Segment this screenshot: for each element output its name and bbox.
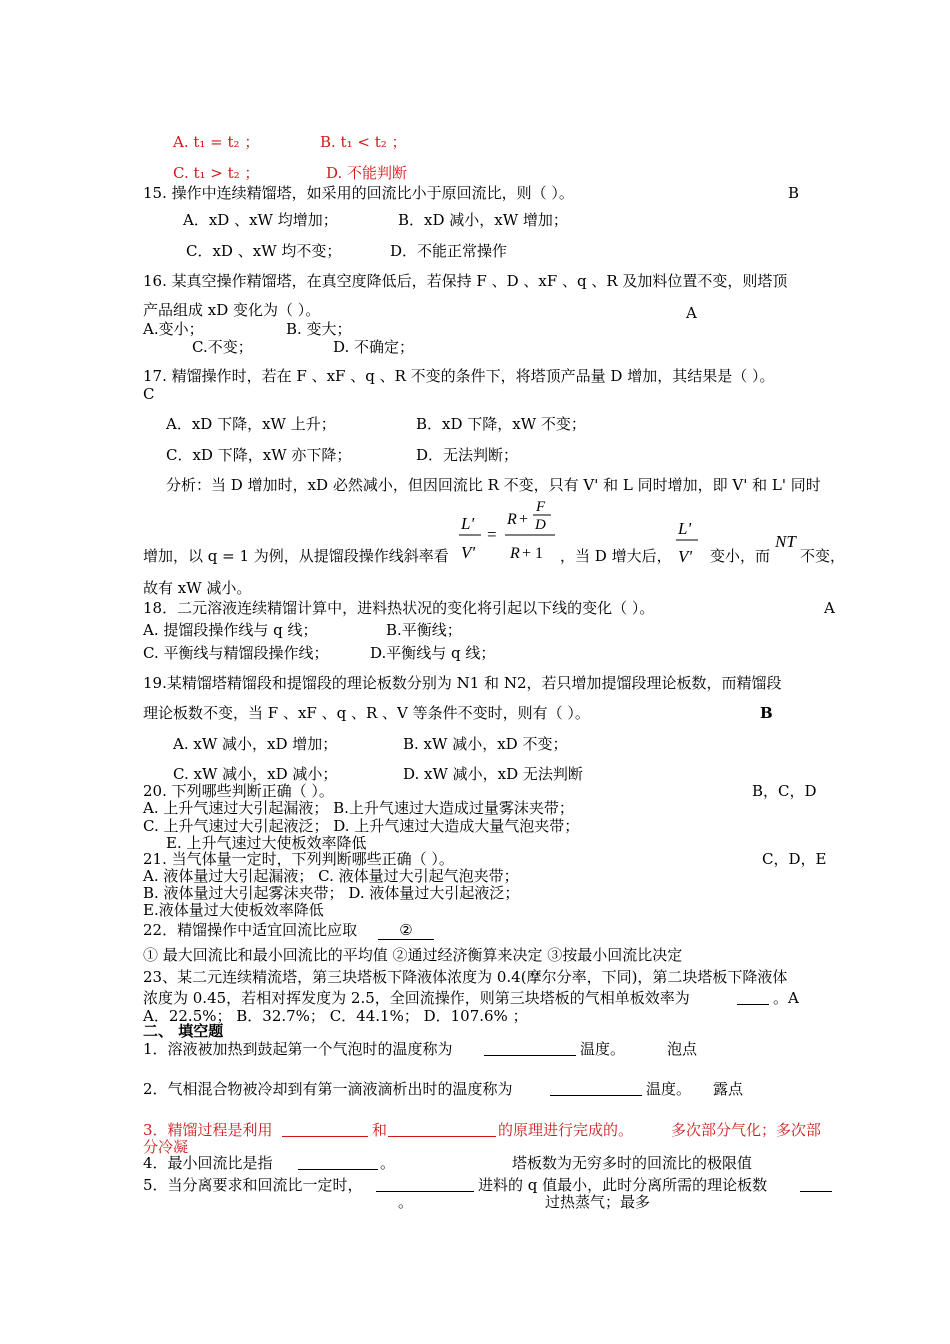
q20-line3: E. 上升气速过大使板效率降低 xyxy=(166,834,367,852)
f3-answer-line2: 分冷凝 xyxy=(143,1138,189,1156)
q23-stem-line1: 23、某二元连续精流塔，第三块塔板下降液体浓度为 0.4(摩尔分率，下同)，第二块塔板下降液体 xyxy=(143,968,788,986)
q18-option-b: B.平衡线； xyxy=(386,621,462,639)
f4-suffix: 。 xyxy=(380,1154,396,1172)
q15-option-b: B．xD 减小，xW 增加； xyxy=(398,211,568,229)
f1-text: 1．溶液被加热到鼓起第一个气泡时的温度称为 xyxy=(143,1040,453,1058)
f4-blank xyxy=(298,1155,378,1170)
f3-blank-1 xyxy=(282,1122,368,1137)
svg-text:+: + xyxy=(519,511,529,528)
q17-analysis-line2c: 变小，而 xyxy=(710,547,771,565)
q14-option-a: A. t₁ = t₂ ； xyxy=(173,133,260,151)
q18-option-c: C. 平衡线与精馏段操作线； xyxy=(143,644,329,662)
q20-stem: 20. 下列哪些判断正确（ ）。 xyxy=(143,782,334,800)
q16-option-c: C.不变； xyxy=(192,338,253,356)
q18-stem: 18．二元溶液连续精馏计算中，进料热状况的变化将引起以下线的变化（ ）。 xyxy=(143,599,655,617)
q21-stem: 21. 当气体量一定时，下列判断哪些正确（ ）。 xyxy=(143,850,454,868)
q16-answer: A xyxy=(686,304,697,322)
svg-text:V': V' xyxy=(678,547,693,566)
q21-line1: A. 液体量过大引起漏液； C. 液体量过大引起气泡夹带； xyxy=(143,867,519,885)
q16-option-d: D. 不确定； xyxy=(333,338,415,356)
q15-option-c: C．xD 、xW 均不变； xyxy=(186,242,342,260)
q17-analysis-line2b: ，当 D 增大后， xyxy=(560,547,672,565)
q21-answer: C，D，E xyxy=(762,850,827,868)
f5-blank-1 xyxy=(376,1177,474,1192)
svg-text:L': L' xyxy=(461,514,475,533)
q22-answer-blank: ② xyxy=(378,922,434,940)
q17-stem: 17. 精馏操作时，若在 F 、xF 、q 、R 不变的条件下，将塔顶产品量 D 增加，其结果是（ ）。 xyxy=(143,367,775,385)
q19-option-b: B. xW 减小，xD 不变； xyxy=(403,735,568,753)
f1-blank xyxy=(484,1041,576,1056)
q19-option-d: D. xW 减小，xD 无法判断 xyxy=(403,765,583,783)
svg-text:=: = xyxy=(487,525,497,544)
f5-mid: 进料的 q 值最小，此时分离所需的理论板数 xyxy=(478,1176,768,1194)
q20-answer: B，C，D xyxy=(752,782,817,800)
nt-symbol: NT xyxy=(775,532,796,551)
slope-fraction xyxy=(674,515,702,567)
svg-text:V': V' xyxy=(461,543,476,562)
q17-option-d: D．无法判断； xyxy=(416,446,519,464)
f5-answer: 过热蒸气；最多 xyxy=(545,1193,651,1211)
q23-blank xyxy=(737,990,769,1005)
q22-options: ① 最大回流比和最小回流比的平均值 ②通过经济衡算来决定 ③按最小回流比决定 xyxy=(143,946,683,964)
q14-option-b: B. t₁ < t₂ ； xyxy=(320,133,407,151)
q18-option-d: D.平衡线与 q 线； xyxy=(370,644,496,662)
q17-answer: C xyxy=(143,385,155,403)
q23-stem-line2: 浓度为 0.45，若相对挥发度为 2.5，全回流操作，则第三块塔板的气相单板效率为 xyxy=(143,989,690,1007)
svg-text:F: F xyxy=(536,499,546,515)
q19-option-a: A. xW 减小，xD 增加； xyxy=(173,735,338,753)
q14-option-c: C. t₁ > t₂ ； xyxy=(173,164,260,182)
f2-suffix: 温度。 xyxy=(646,1080,692,1098)
q19-stem-line1: 19.某精馏塔精馏段和提馏段的理论板数分别为 N1 和 N2，若只增加提馏段理论板数，而精馏段 xyxy=(143,674,782,692)
svg-text:L': L' xyxy=(678,519,692,538)
q15-option-a: A．xD 、xW 均增加； xyxy=(183,211,338,229)
q20-line1: A. 上升气速过大引起漏液； B.上升气速过大造成过量雾沫夹带； xyxy=(143,799,574,817)
q23-options: A．22.5%； B．32.7%； C．44.1%； D．107.6% ； xyxy=(143,1007,528,1025)
q21-line3: E.液体量过大使板效率降低 xyxy=(143,901,324,919)
f2-answer: 露点 xyxy=(713,1080,744,1098)
q15-option-d: D．不能正常操作 xyxy=(390,242,508,260)
f4-text: 4．最小回流比是指 xyxy=(143,1154,273,1172)
f5-text: 5．当分离要求和回流比一定时， xyxy=(143,1176,363,1194)
q15-stem: 15. 操作中连续精馏塔，如采用的回流比小于原回流比，则（ ）。 xyxy=(143,184,574,202)
slope-formula xyxy=(455,495,560,570)
f3-blank-2 xyxy=(388,1122,496,1137)
svg-text:R: R xyxy=(507,511,517,528)
f3-text-c: 的原理进行完成的。 xyxy=(498,1121,634,1139)
f4-answer: 塔板数为无穷多时的回流比的极限值 xyxy=(512,1154,753,1172)
q15-answer: B xyxy=(788,184,800,202)
svg-text:R: R xyxy=(510,545,520,562)
q16-stem-line2: 产品组成 xD 变化为（ ）。 xyxy=(143,301,321,319)
q16-stem-line1: 16. 某真空操作精馏塔，在真空度降低后，若保持 F 、D 、xF 、q 、R 及加料位置不变，则塔顶 xyxy=(143,272,788,290)
q17-option-a: A．xD 下降，xW 上升； xyxy=(166,415,336,433)
q23-stem-line2-tail: 。A xyxy=(773,989,799,1007)
f2-text: 2．气相混合物被冷却到有第一滴液滴析出时的温度称为 xyxy=(143,1080,513,1098)
q21-line2: B. 液体量过大引起雾沫夹带； D. 液体量过大引起液泛； xyxy=(143,884,520,902)
section-heading-fill-in: 二、 填空题 xyxy=(143,1022,224,1040)
q17-analysis-line3: 故有 xW 减小。 xyxy=(143,579,252,597)
f5-blank-2 xyxy=(800,1177,832,1192)
f3-text-b: 和 xyxy=(372,1121,388,1139)
q18-option-a: A. 提馏段操作线与 q 线； xyxy=(143,621,318,639)
q17-analysis-line2a: 增加，以 q = 1 为例，从提馏段操作线斜率看 xyxy=(143,547,449,565)
f2-blank xyxy=(550,1081,642,1096)
f3-text-a: 3．精馏过程是利用 xyxy=(143,1121,273,1139)
f1-answer: 泡点 xyxy=(667,1040,698,1058)
q20-line2: C. 上升气速过大引起液泛； D. 上升气速过大造成大量气泡夹带； xyxy=(143,817,580,835)
svg-text:D: D xyxy=(535,517,546,533)
q14-option-d: D. 不能判断 xyxy=(326,164,408,182)
q19-stem-line2: 理论板数不变，当 F 、xF 、q 、R 、V 等条件不变时，则有（ ）。 xyxy=(143,704,590,722)
f3-answer-line1: 多次部分气化；多次部 xyxy=(671,1121,822,1139)
f5-tail: 。 xyxy=(398,1193,414,1211)
q16-option-a: A.变小； xyxy=(143,320,204,338)
q19-answer: B xyxy=(760,704,773,722)
q17-analysis-line1: 分析：当 D 增加时，xD 必然减小，但因回流比 R 不变，只有 V' 和 L 同时增加，即 V' 和 L' 同时 xyxy=(166,476,821,494)
f1-suffix: 温度。 xyxy=(580,1040,626,1058)
q17-option-c: C．xD 下降，xW 亦下降； xyxy=(166,446,352,464)
q17-option-b: B．xD 下降，xW 不变； xyxy=(416,415,586,433)
svg-text:+ 1: + 1 xyxy=(522,545,544,562)
q16-option-b: B. 变大； xyxy=(286,320,352,338)
q18-answer: A xyxy=(824,599,835,617)
q17-analysis-line2d: 不变， xyxy=(800,547,846,565)
q22-stem: 22．精馏操作中适宜回流比应取 xyxy=(143,921,358,939)
q19-option-c: C. xW 减小，xD 减小； xyxy=(173,765,338,783)
